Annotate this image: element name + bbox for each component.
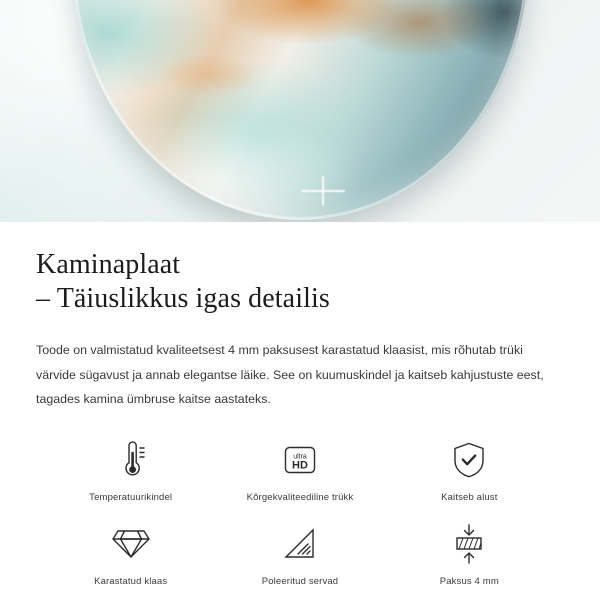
content-area [0, 248, 600, 587]
hero-image [0, 0, 600, 222]
feature-item-temperature [46, 437, 215, 503]
feature-label: Paksus 4 mm [439, 575, 499, 587]
ultra-hd-icon [280, 437, 320, 483]
feature-label: Poleeritud servad [261, 575, 339, 587]
feature-item-thickness [385, 521, 554, 587]
feature-item-surface-protection [385, 437, 554, 503]
feature-label: Temperatuurikindel [89, 491, 173, 503]
svg-text:HD: HD [292, 459, 308, 472]
diamond-icon [111, 521, 151, 567]
title-line-1: Kaminaplaat [36, 249, 181, 280]
svg-text:ultra: ultra [293, 453, 307, 461]
title-line-2: – Täiuslikkus igas detailis [36, 283, 330, 315]
product-description: Toode on valmistatud kvaliteetsest 4 mm paksusest karastatud klaasist, mis rõhutab trüki värvide sügavust ja annab elegantse läike. See on kuumuskindel ja kaitseb kahjustuste eest, tagades kamina ümbruse kaitse aastateks. [36, 343, 544, 406]
shield-check-icon [452, 437, 486, 483]
feature-label: Kaitseb alust [441, 491, 498, 503]
polished-edges-icon [282, 521, 318, 567]
feature-grid [36, 437, 564, 587]
marble-plate-image [72, 0, 528, 220]
feature-label: Karastatud klaas [94, 575, 168, 587]
thickness-arrows-icon [451, 521, 487, 567]
feature-item-polished-edges [215, 521, 384, 587]
feature-label: Kõrgekvaliteediline trükk [246, 491, 354, 503]
page-title [36, 248, 564, 316]
thermometer-icon [116, 437, 146, 483]
feature-item-print-quality [215, 437, 384, 503]
feature-item-tempered-glass [46, 521, 215, 587]
